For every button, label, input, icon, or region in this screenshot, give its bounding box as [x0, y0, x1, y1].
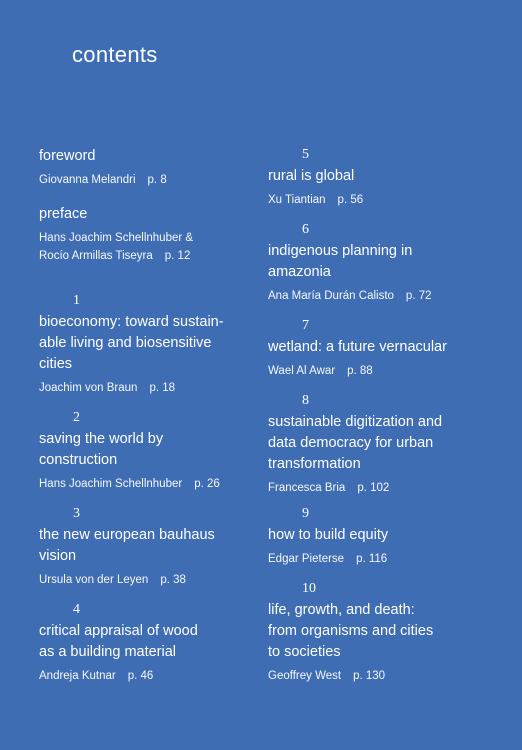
chapter-number: 6 [302, 222, 309, 237]
entry-page: p. 130 [353, 670, 386, 682]
toc-entry-2[interactable] [39, 409, 269, 493]
entry-title: saving the world by construction [39, 431, 164, 468]
entry-author: Francesca Bria [268, 482, 346, 494]
chapter-number: 9 [302, 506, 309, 521]
entry-meta [39, 667, 269, 685]
entry-meta [39, 475, 269, 493]
entry-author: Ursula von der Leyen [39, 574, 149, 586]
entry-page: p. 46 [127, 670, 154, 682]
entry-meta [39, 571, 269, 589]
entry-author: Hans Joachim Schellnhuber [39, 478, 183, 490]
chapter-number: 8 [302, 393, 309, 408]
entry-title: bioeconomy: toward sustain- able living and biosensitive cities [39, 314, 224, 372]
entry-meta [39, 379, 269, 397]
entry-author: Giovanna Melandri [39, 174, 136, 186]
toc-entry-7[interactable] [268, 317, 498, 380]
page-title: contents [72, 42, 158, 67]
entry-author: Geoffrey West [268, 670, 342, 682]
entry-meta [268, 479, 498, 497]
chapter-number: 10 [302, 581, 316, 596]
entry-title: indigenous planning in amazonia [268, 243, 413, 280]
entry-page: p. 72 [405, 290, 432, 302]
entry-author: Edgar Pieterse [268, 553, 345, 565]
chapter-number: 2 [73, 410, 80, 425]
entry-author: Joachim von Braun [39, 382, 138, 394]
entry-meta [268, 550, 498, 568]
entry-title: how to build equity [268, 527, 389, 543]
toc-entry-10[interactable] [268, 580, 498, 685]
entry-meta [268, 667, 498, 685]
entry-page: p. 38 [160, 574, 186, 586]
chapter-number: 4 [73, 602, 80, 617]
entry-title: foreword [39, 148, 96, 164]
entry-page: p. 116 [356, 553, 388, 565]
entry-meta [39, 171, 269, 189]
entry-meta [39, 229, 269, 265]
entry-meta [268, 287, 498, 305]
chapter-number: 3 [73, 506, 80, 521]
entry-page: p. 12 [164, 250, 191, 262]
entry-page: p. 8 [147, 174, 167, 186]
entry-author: Ana María Durán Calisto [268, 290, 394, 302]
toc-entry-6[interactable] [268, 221, 498, 305]
entry-page: p. 26 [194, 478, 220, 490]
toc-entry-3[interactable] [39, 505, 269, 589]
entry-meta [268, 362, 498, 380]
entry-title: preface [39, 206, 88, 222]
toc-entry-5[interactable] [268, 146, 498, 209]
entry-author: Wael Al Awar [268, 365, 336, 377]
toc-entry-8[interactable] [268, 392, 498, 497]
entry-page: p. 18 [149, 382, 176, 394]
chapter-number: 1 [73, 293, 80, 308]
entry-title: critical appraisal of wood as a building material [39, 623, 198, 660]
entry-title: sustainable digitization and data democracy for urban transformation [268, 414, 443, 472]
entry-title: life, growth, and death: from organisms and cities to societies [268, 602, 434, 660]
entry-author: Andreja Kutnar [39, 670, 116, 682]
toc-entry-preface[interactable] [39, 204, 269, 265]
entry-page: p. 102 [357, 482, 390, 494]
entry-page: p. 88 [347, 365, 373, 377]
entry-title: wetland: a future vernacular [268, 339, 447, 355]
chapter-number: 5 [302, 147, 309, 162]
toc-entry-1[interactable] [39, 292, 269, 397]
entry-author: Hans Joachim Schellnhuber & Rocío Armillas Tiseyra [39, 232, 194, 262]
chapter-number: 7 [302, 318, 309, 333]
toc-entry-foreword[interactable] [39, 146, 269, 189]
entry-title: rural is global [268, 168, 355, 184]
entry-meta [268, 191, 498, 209]
entry-author: Xu Tiantian [268, 194, 326, 206]
toc-entry-9[interactable] [268, 505, 498, 568]
entry-page: p. 56 [337, 194, 364, 206]
entry-title: the new european bauhaus vision [39, 527, 215, 564]
toc-entry-4[interactable] [39, 601, 269, 685]
